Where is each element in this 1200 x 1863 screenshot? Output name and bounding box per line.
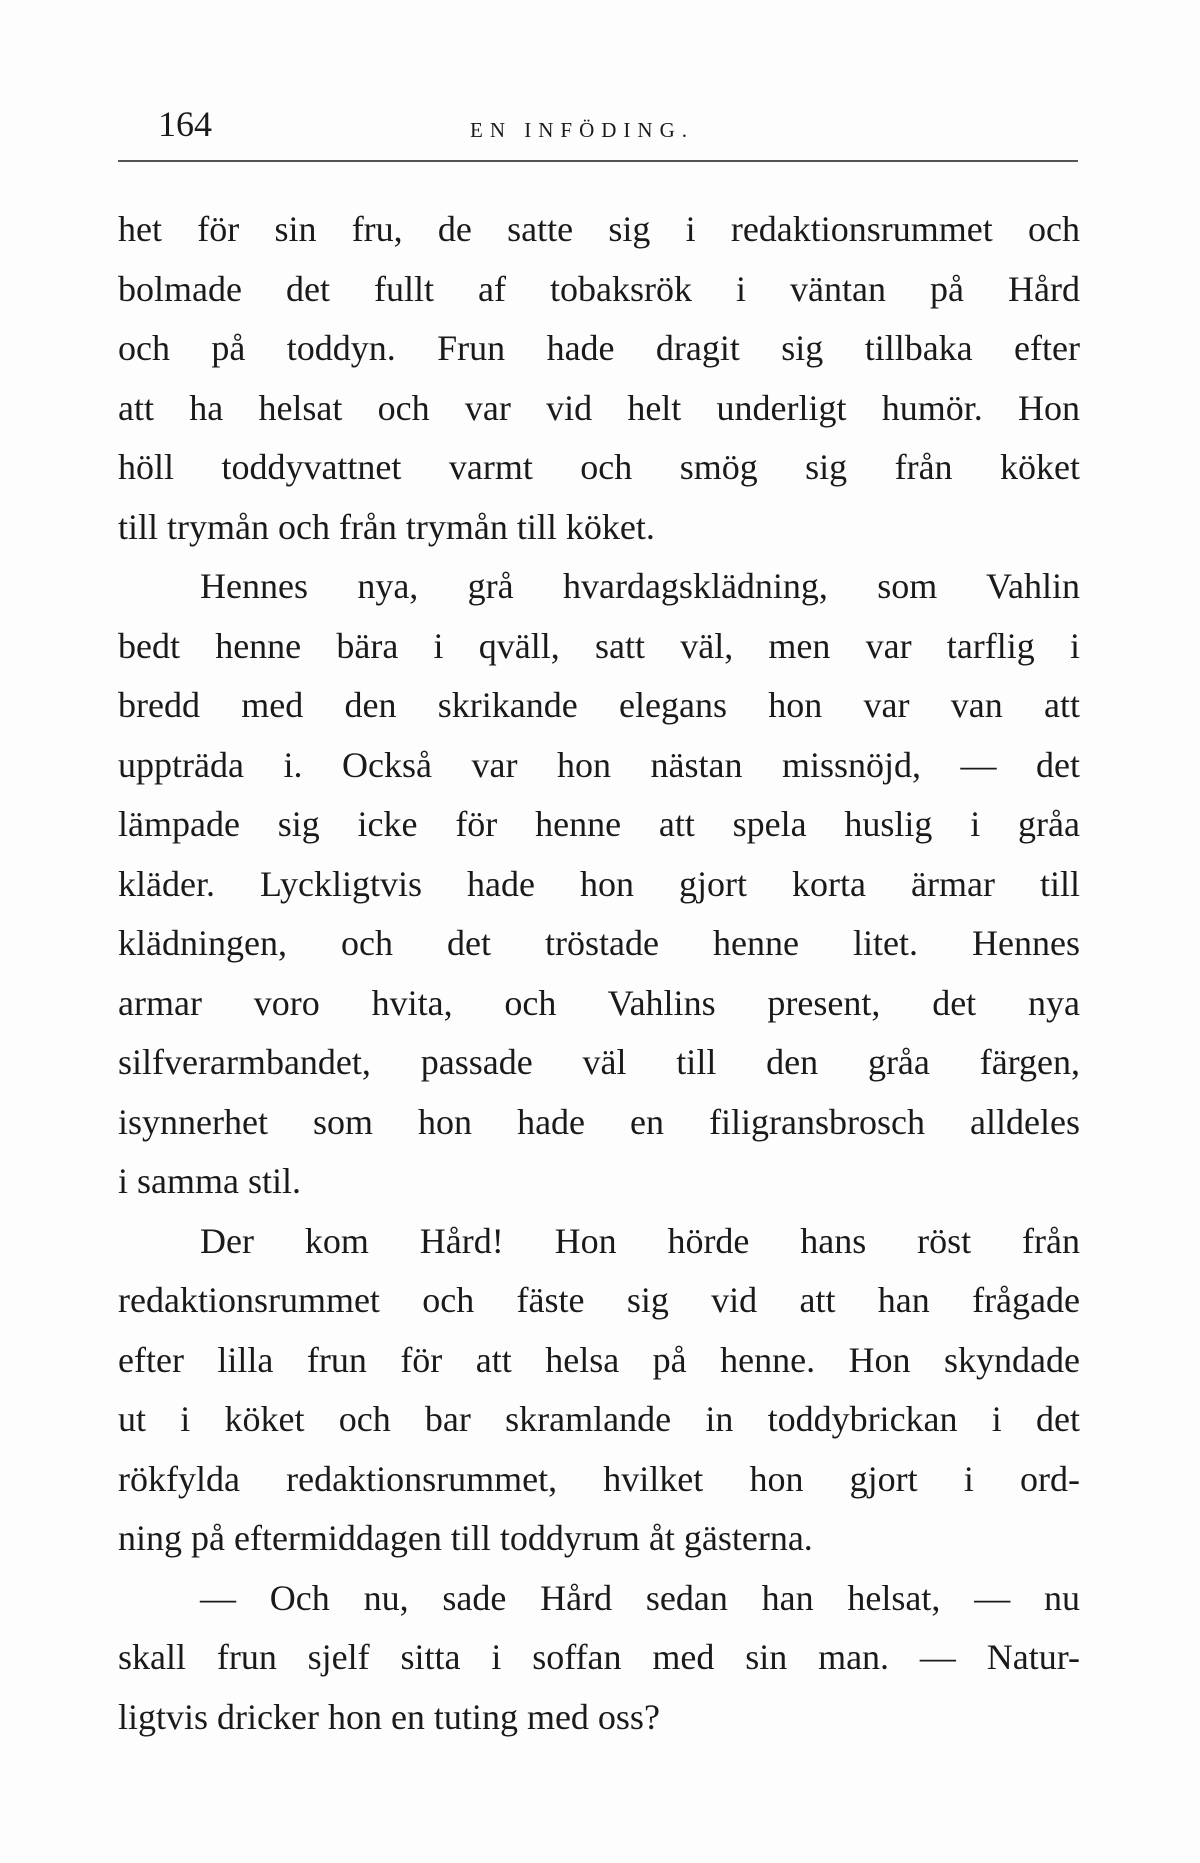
text-line: och på toddyn. Frun hade dragit sig tillbaka efter — [118, 328, 1080, 368]
text-line: — Och nu, sade Hård sedan han helsat, — nu — [200, 1577, 1080, 1618]
body-text — [118, 200, 1080, 1747]
text-line: Hennes nya, grå hvardagsklädning, som Vahlin — [200, 566, 1080, 606]
text-line: efter lilla frun för att helsa på henne. Hon skyndade — [118, 1339, 1080, 1380]
running-head: EN INFÖDING. — [470, 118, 694, 142]
text-line: redaktionsrummet och fäste sig vid att han frågade — [118, 1280, 1080, 1320]
text-line: i samma stil. — [118, 1161, 301, 1201]
text-line: uppträda i. Också var hon nästan missnöjd, — det — [118, 744, 1080, 785]
text-line: armar voro hvita, och Vahlins present, det nya — [118, 982, 1080, 1023]
text-line: att ha helsat och var vid helt underligt humör. Hon — [118, 387, 1080, 428]
text-line: höll toddyvattnet varmt och smög sig från köket — [118, 447, 1080, 487]
text-line: Der kom Hård! Hon hörde hans röst från — [200, 1220, 1080, 1261]
text-line: skall frun sjelf sitta i soffan med sin man. — Natur- — [118, 1637, 1080, 1677]
text-line: till trymån och från trymån till köket. — [118, 506, 655, 547]
text-line: rökfylda redaktionsrummet, hvilket hon gjort i ord- — [118, 1458, 1080, 1499]
header-rule — [118, 160, 1078, 162]
text-line: isynnerhet som hon hade en filigransbrosch alldeles — [118, 1101, 1080, 1142]
text-line: bedt henne bära i qväll, satt väl, men var tarflig i — [118, 625, 1080, 666]
text-line: ut i köket och bar skramlande in toddybrickan i det — [118, 1399, 1080, 1439]
text-line: bolmade det fullt af tobaksrök i väntan på Hård — [118, 268, 1080, 309]
page-number: 164 — [158, 104, 212, 144]
text-line: silfverarmbandet, passade väl till den gråa färgen, — [118, 1042, 1080, 1082]
text-line: klädningen, och det tröstade henne litet. Hennes — [118, 923, 1080, 963]
text-line: het för sin fru, de satte sig i redaktionsrummet och — [118, 209, 1080, 249]
text-line: lämpade sig icke för henne att spela huslig i gråa — [118, 804, 1080, 844]
text-line: ning på eftermiddagen till toddyrum åt gästerna. — [118, 1518, 813, 1558]
text-line: kläder. Lyckligtvis hade hon gjort korta ärmar till — [118, 863, 1080, 904]
text-line: bredd med den skrikande elegans hon var van att — [118, 685, 1080, 725]
text-line: ligtvis dricker hon en tuting med oss? — [118, 1696, 660, 1737]
